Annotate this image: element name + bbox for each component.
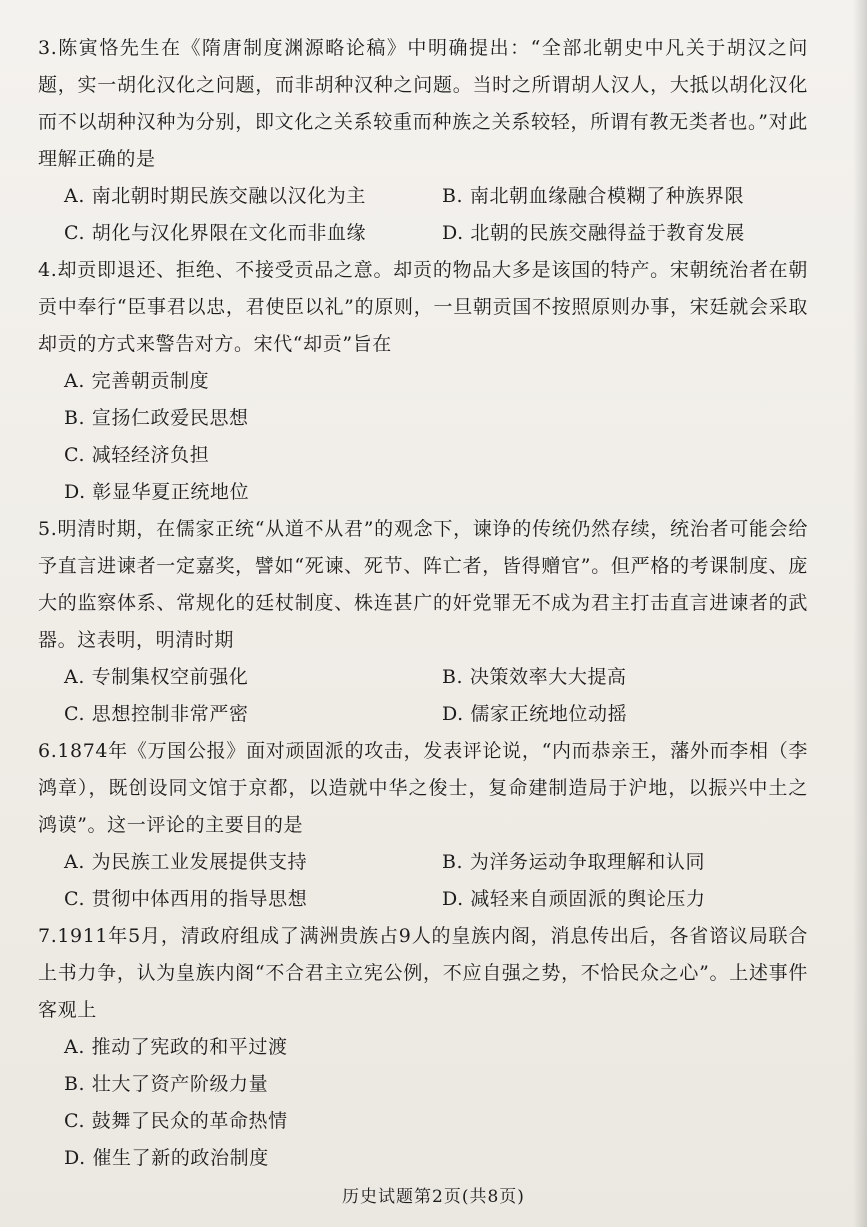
question-5-stem: 5.明清时期，在儒家正统“从道不从君”的观念下，谏诤的传统仍然存续，统治者可能会给予直言进谏者一定嘉奖，譬如“死谏、死节、阵亡者，皆得赠官”。但严格的考课制度、庞大的监察体系、常规化的廷杖制度、株连甚广的奸党罪无不成为君主打击直言进谏者的武器。这表明，明清时期 <box>38 518 808 651</box>
page-edge-shadow <box>853 0 867 1227</box>
questions-area <box>38 30 808 1177</box>
question-7-option-b: B. 壮大了资产阶级力量 <box>64 1073 269 1095</box>
question-5-options <box>38 659 808 733</box>
question-3-stem: 3.陈寅恪先生在《隋唐制度渊源略论稿》中明确提出：“全部北朝史中凡关于胡汉之问题，实一胡化汉化之问题，而非胡种汉种之问题。当时之所谓胡人汉人，大抵以胡化汉化而不以胡种汉种为分别，即文化之关系较重而种族之关系较轻，所谓有教无类者也。”对此理解正确的是 <box>38 37 808 170</box>
question-5-option-c: C. 思想控制非常严密 <box>64 703 249 725</box>
question-4-option-b: B. 宣扬仁政爱民思想 <box>64 407 249 429</box>
question-5-option-a: A. 专制集权空前强化 <box>64 666 249 688</box>
question-6-option-a: A. 为民族工业发展提供支持 <box>64 851 308 873</box>
question-3-option-a: A. 南北朝时期民族交融以汉化为主 <box>64 185 367 207</box>
question-7-stem: 7.1911年5月，清政府组成了满洲贵族占9人的皇族内阁，消息传出后，各省谘议局联合上书力争，认为皇族内阁“不合君主立宪公例，不应自强之势，不恰民众之心”。上述事件客观上 <box>38 925 808 1021</box>
question-7-options <box>38 1029 808 1177</box>
question-5-option-b: B. 决策效率大大提高 <box>442 666 627 688</box>
question-3-option-d: D. 北朝的民族交融得益于教育发展 <box>442 222 745 244</box>
question-4-option-d: D. 彰显华夏正统地位 <box>64 481 250 503</box>
question-7-option-d: D. 催生了新的政治制度 <box>64 1147 269 1169</box>
question-3 <box>38 30 808 252</box>
question-4-options <box>38 363 808 511</box>
question-7-option-a: A. 推动了宪政的和平过渡 <box>64 1036 288 1058</box>
question-7-option-c: C. 鼓舞了民众的革命热情 <box>64 1110 288 1132</box>
question-6-option-d: D. 减轻来自顽固派的舆论压力 <box>442 888 706 910</box>
question-3-options <box>38 178 808 252</box>
question-5-option-d: D. 儒家正统地位动摇 <box>442 703 628 725</box>
question-6-stem: 6.1874年《万国公报》面对顽固派的攻击，发表评论说，“内而恭亲王，藩外而李相（李鸿章），既创设同文馆于京都，以造就中华之俊士，复命建制造局于沪地，以振兴中土之鸿谟”。这一评论的主要目的是 <box>38 740 808 836</box>
question-7 <box>38 918 808 1177</box>
question-4-stem: 4.却贡即退还、拒绝、不接受贡品之意。却贡的物品大多是该国的特产。宋朝统治者在朝贡中奉行“臣事君以忠，君使臣以礼”的原则，一旦朝贡国不按照原则办事，宋廷就会采取却贡的方式来警告对方。宋代“却贡”旨在 <box>38 259 808 355</box>
question-6-options <box>38 844 808 918</box>
question-6 <box>38 733 808 918</box>
question-6-option-b: B. 为洋务运动争取理解和认同 <box>442 851 706 873</box>
question-6-option-c: C. 贯彻中体西用的指导思想 <box>64 888 308 910</box>
question-3-option-c: C. 胡化与汉化界限在文化而非血缘 <box>64 222 367 244</box>
question-4 <box>38 252 808 511</box>
page-footer: 历史试题第2页(共8页) <box>342 1187 525 1207</box>
question-4-option-c: C. 减轻经济负担 <box>64 444 210 466</box>
question-3-option-b: B. 南北朝血缘融合模糊了种族界限 <box>442 185 745 207</box>
question-4-option-a: A. 完善朝贡制度 <box>64 370 210 392</box>
question-5 <box>38 511 808 733</box>
